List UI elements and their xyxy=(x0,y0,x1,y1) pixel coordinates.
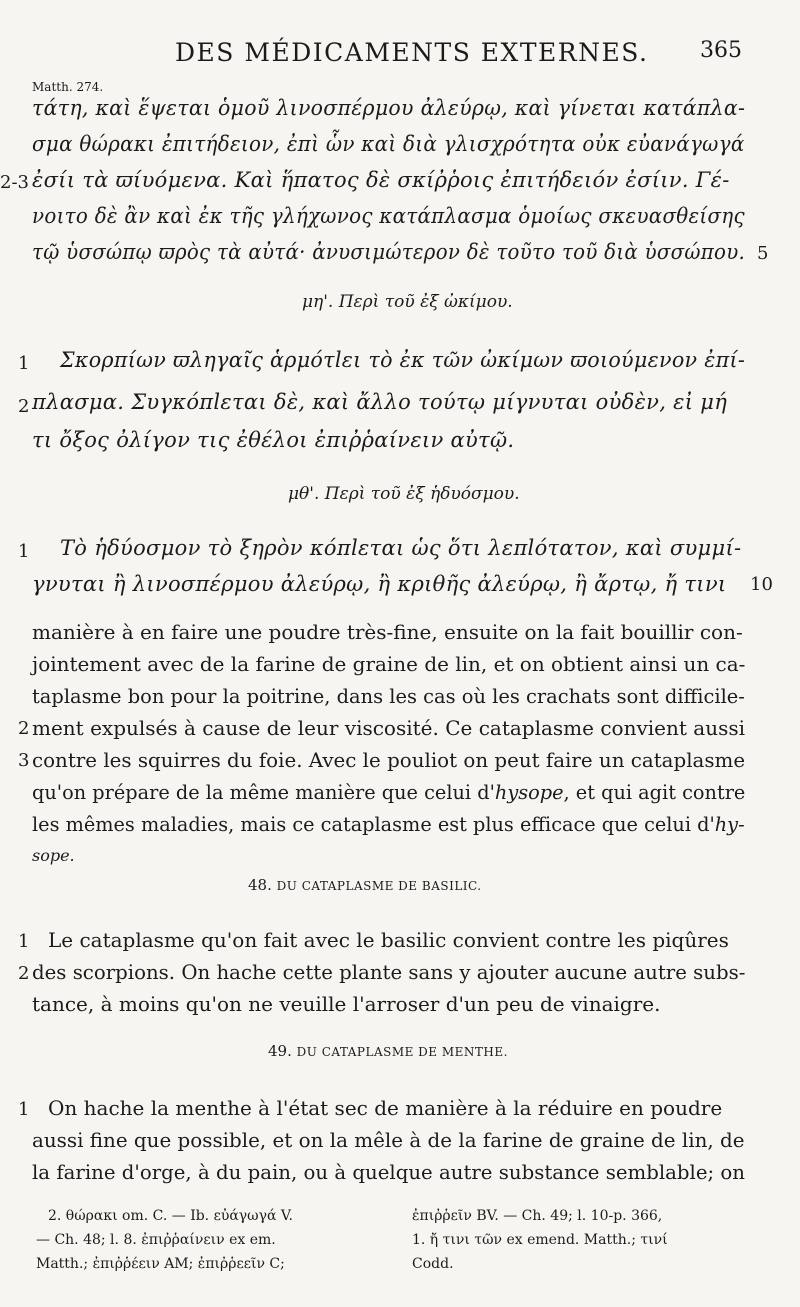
margin-line-number: 2 xyxy=(18,963,30,984)
french-line: Le cataplasme qu'on fait avec le basilic convient contre les piqûres xyxy=(48,928,729,952)
section-title: DU CATAPLASME DE MENTHE. xyxy=(296,1045,508,1059)
margin-line-number: 1 xyxy=(18,931,30,952)
italic-word: hy- xyxy=(714,812,745,836)
footnote-line: Matth.; ἐπιῤῥέειν AM; ἐπιῤῥεεῖν C; xyxy=(36,1256,285,1272)
greek-line: ἐσίι τὰ ϖίυόμενα. Καὶ ἥπατος δὲ σκίῤῥοις ἐπιτήδειόν ἐσίιν. Γέ- xyxy=(32,168,730,192)
french-line: la farine d'orge, à du pain, ou à quelque autre substance semblable; on xyxy=(32,1160,745,1184)
section-title: DU CATAPLASME DE BASILIC. xyxy=(276,879,482,893)
french-line: contre les squirres du foie. Avec le pouliot on peut faire un cataplasme xyxy=(32,748,746,772)
footnote-line: 2. θώρακι om. C. — Ib. εὐάγωγά V. xyxy=(48,1208,293,1224)
french-line: taplasme bon pour la poitrine, dans les cas où les crachats sont difficile- xyxy=(32,684,745,708)
side-reference: Matth. 274. xyxy=(32,80,104,94)
margin-line-number: 3 xyxy=(18,750,30,771)
running-header: DES MÉDICAMENTS EXTERNES. xyxy=(175,38,649,67)
french-line: ment expulsés à cause de leur viscosité. Ce cataplasme convient aussi xyxy=(32,716,745,740)
french-line: des scorpions. On hache cette plante sans y ajouter aucune autre subs- xyxy=(32,960,746,984)
section-number: 48. xyxy=(248,876,272,894)
french-line: jointement avec de la farine de graine de lin, et on obtient ainsi un ca- xyxy=(32,652,746,676)
greek-line: σμα θώρακι ἐπιτήδειον, ἐπὶ ὧν καὶ διὰ γλισχρότητα οὐκ εὐανάγωγά xyxy=(32,132,745,156)
greek-line: πλασμα. Συγκόπlεται δὲ, καὶ ἄλλο τούτῳ μίγνυται οὐδὲν, εἰ μή xyxy=(32,390,728,414)
section-number: 49. xyxy=(268,1042,292,1060)
greek-section-heading: μθ'. Περὶ τοῦ ἐξ ἡδυόσμου. xyxy=(288,484,520,504)
french-line: sope. xyxy=(32,846,75,865)
greek-line: Σκορπίων ϖληγαῖς ἁρμότlει τὸ ἐκ τῶν ὠκίμων ϖοιούμενον ἐπί- xyxy=(60,348,746,372)
margin-line-number: 2-3 xyxy=(0,172,29,193)
right-line-number: 10 xyxy=(750,574,773,595)
margin-line-number: 1 xyxy=(18,541,30,562)
footnote-line: — Ch. 48; l. 8. ἐπιῤῥαίνειν ex em. xyxy=(36,1232,276,1248)
french-line: aussi fine que possible, et on la mêle à de la farine de graine de lin, de xyxy=(32,1128,745,1152)
french-line xyxy=(32,812,745,836)
section-heading-48 xyxy=(248,876,482,894)
french-line: tance, à moins qu'on ne veuille l'arroser d'un peu de vinaigre. xyxy=(32,992,661,1016)
greek-line: γνυται ἢ λινοσπέρμου ἀλεύρῳ, ἢ κριθῆς ἀλεύρῳ, ἢ ἄρτῳ, ἤ τινι xyxy=(32,572,727,596)
italic-word: hysope xyxy=(494,780,564,804)
section-heading-49 xyxy=(268,1042,508,1060)
greek-line: τῷ ὑσσώπῳ ϖρὸς τὰ αὐτά· ἀνυσιμώτερον δὲ τοῦτο τοῦ διὰ ὑσσώπου. xyxy=(32,240,746,264)
french-line: manière à en faire une poudre très-fine, ensuite on la fait bouillir con- xyxy=(32,620,743,644)
text-run: qu'on prépare de la même manière que celui d' xyxy=(32,780,495,804)
footnote-line: Codd. xyxy=(412,1256,454,1272)
greek-line: Τὸ ἡδύοσμον τὸ ξηρὸν κόπlεται ὡς ὅτι λεπlότατον, καὶ συμμί- xyxy=(60,536,742,560)
greek-line: τάτη, καὶ ἕψεται ὁμοῦ λινοσπέρμου ἀλεύρῳ, καὶ γίνεται κατάπλα- xyxy=(32,96,746,120)
greek-line: τι ὄξος ὀλίγον τις ἐθέλοι ἐπιῤῥαίνειν αὐτῷ. xyxy=(32,428,515,452)
text-run: , et qui agit contre xyxy=(563,780,746,804)
margin-line-number: 2 xyxy=(18,396,30,417)
footnote-line: 1. ἤ τινι τῶν ex emend. Matth.; τινί xyxy=(412,1232,668,1248)
margin-line-number: 1 xyxy=(18,353,30,374)
french-line: On hache la menthe à l'état sec de manière à la réduire en poudre xyxy=(48,1096,723,1120)
footnote-line: ἐπιῤῥεῖν BV. — Ch. 49; l. 10-p. 366, xyxy=(412,1208,663,1224)
french-line xyxy=(32,780,745,804)
greek-line: νοιτο δὲ ἂν καὶ ἐκ τῆς γλήχωνος κατάπλασμα ὁμοίως σκευασθείσης xyxy=(32,204,745,228)
greek-section-heading: μη'. Περὶ τοῦ ἐξ ὠκίμου. xyxy=(302,292,513,312)
page-number: 365 xyxy=(700,38,742,63)
text-run: les mêmes maladies, mais ce cataplasme est plus efficace que celui d' xyxy=(32,812,715,836)
right-line-number: 5 xyxy=(757,243,769,264)
margin-line-number: 1 xyxy=(18,1099,30,1120)
margin-line-number: 2 xyxy=(18,718,30,739)
